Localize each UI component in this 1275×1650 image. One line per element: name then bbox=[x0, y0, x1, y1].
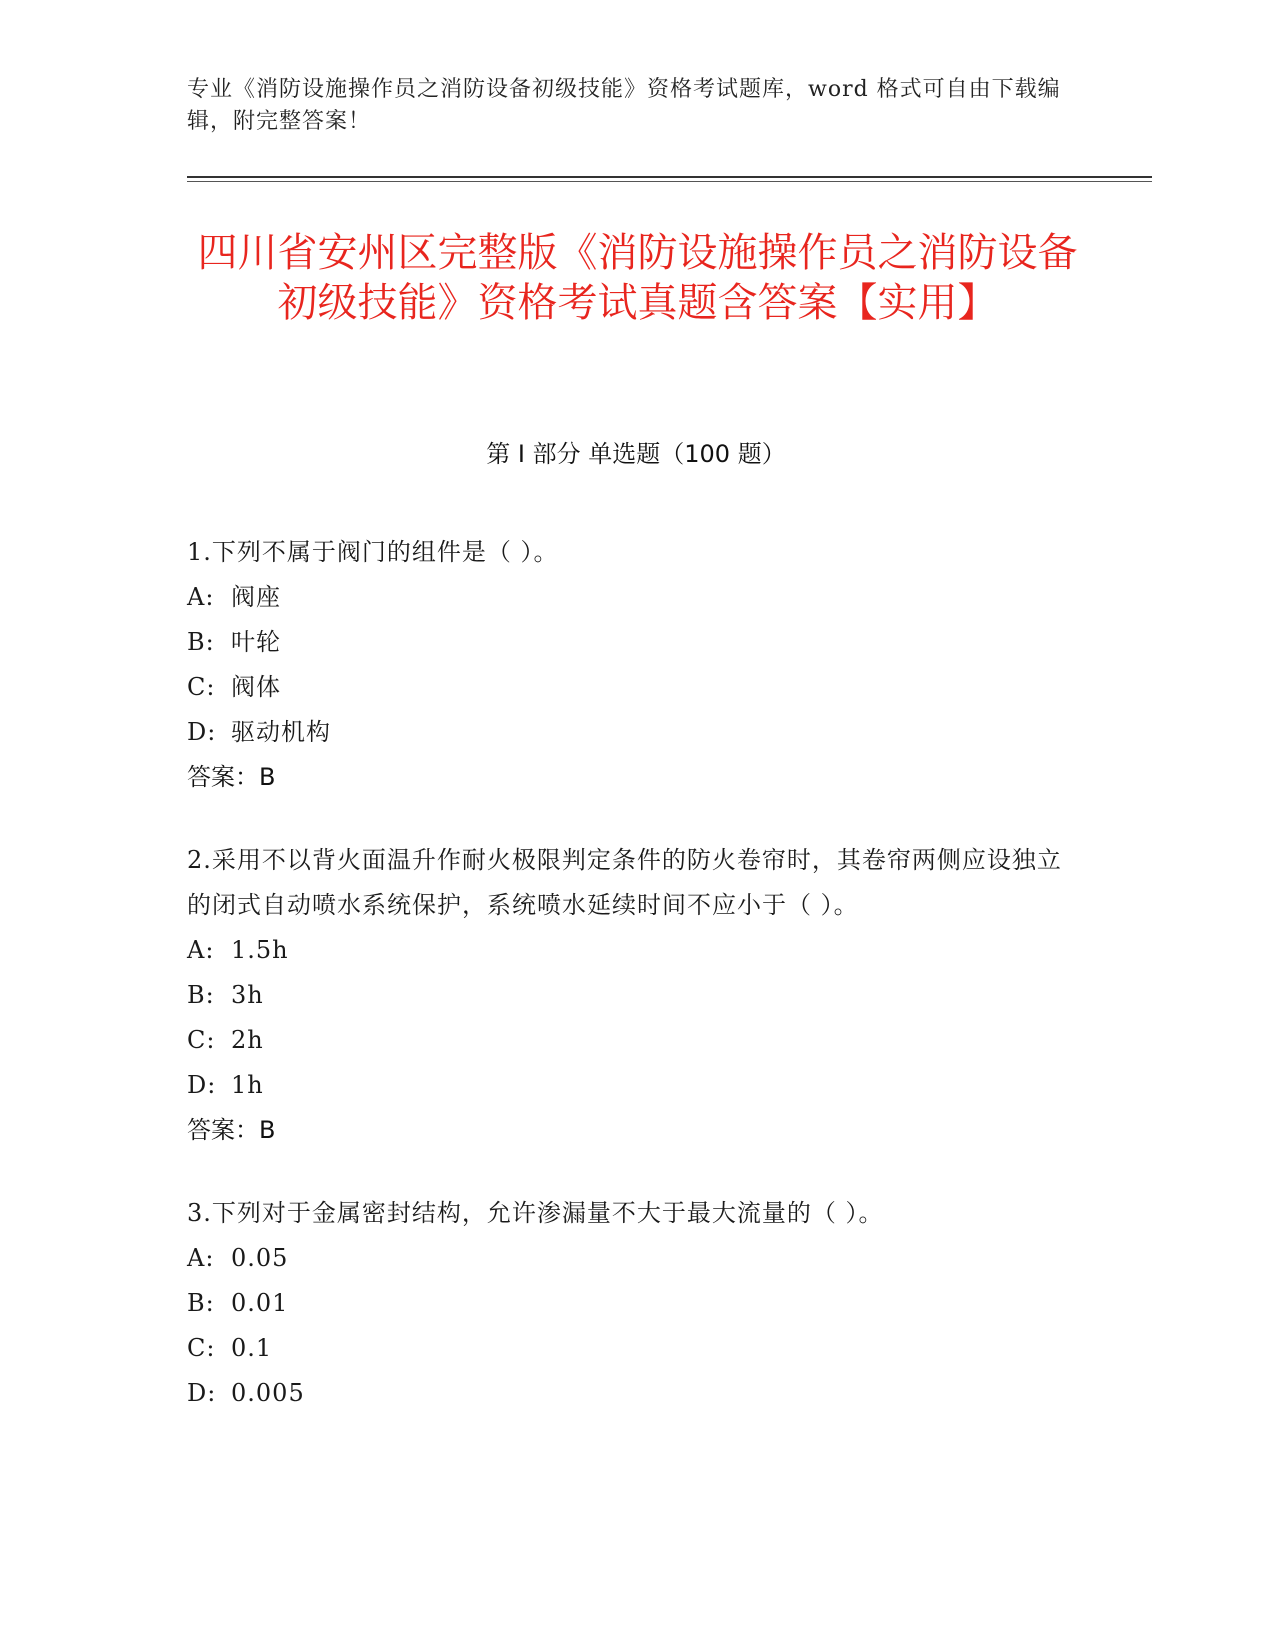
option-letter: C: bbox=[187, 673, 216, 701]
question-list bbox=[187, 530, 1067, 1454]
option-letter: B: bbox=[187, 628, 215, 656]
option-letter: A: bbox=[187, 936, 215, 964]
option-c bbox=[187, 1018, 1067, 1063]
option-letter: D: bbox=[187, 1379, 217, 1407]
option-text: 驱动机构 bbox=[231, 718, 331, 746]
option-b bbox=[187, 1281, 1067, 1326]
option-text: 0.005 bbox=[231, 1379, 305, 1407]
option-a bbox=[187, 575, 1067, 620]
option-c bbox=[187, 665, 1067, 710]
option-d bbox=[187, 1371, 1067, 1416]
option-text: 1h bbox=[231, 1071, 264, 1099]
option-text: 阀座 bbox=[231, 583, 281, 611]
option-letter: C: bbox=[187, 1026, 216, 1054]
option-letter: A: bbox=[187, 583, 215, 611]
option-letter: B: bbox=[187, 1289, 215, 1317]
answer: 答案：B bbox=[187, 763, 276, 791]
option-letter: D: bbox=[187, 718, 217, 746]
option-a bbox=[187, 928, 1067, 973]
question-3 bbox=[187, 1191, 1067, 1416]
option-a bbox=[187, 1236, 1067, 1281]
question-2 bbox=[187, 838, 1067, 1153]
question-stem: 2.采用不以背火面温升作耐火极限判定条件的防火卷帘时，其卷帘两侧应设独立的闭式自动喷水系统保护，系统喷水延续时间不应小于（ ）。 bbox=[187, 846, 1062, 919]
option-letter: D: bbox=[187, 1071, 217, 1099]
option-letter: A: bbox=[187, 1244, 215, 1272]
option-text: 0.1 bbox=[231, 1334, 273, 1362]
option-text: 1.5h bbox=[231, 936, 289, 964]
question-stem: 3.下列对于金属密封结构，允许渗漏量不大于最大流量的（ ）。 bbox=[187, 1199, 884, 1227]
option-text: 阀体 bbox=[231, 673, 281, 701]
option-b bbox=[187, 973, 1067, 1018]
option-text: 0.01 bbox=[231, 1289, 289, 1317]
question-1 bbox=[187, 530, 1067, 800]
option-text: 2h bbox=[231, 1026, 264, 1054]
option-d bbox=[187, 710, 1067, 755]
section-title: 第 I 部分 单选题（100 题） bbox=[486, 440, 786, 468]
header-divider-thin bbox=[187, 181, 1152, 182]
option-letter: B: bbox=[187, 981, 215, 1009]
header-note: 专业《消防设施操作员之消防设备初级技能》资格考试题库，word 格式可自由下载编辑，附完整答案！ bbox=[187, 77, 1061, 134]
option-c bbox=[187, 1326, 1067, 1371]
option-text: 3h bbox=[231, 981, 264, 1009]
option-text: 叶轮 bbox=[231, 628, 281, 656]
answer: 答案：B bbox=[187, 1116, 276, 1144]
option-b bbox=[187, 620, 1067, 665]
question-stem: 1.下列不属于阀门的组件是（ ）。 bbox=[187, 538, 559, 566]
option-letter: C: bbox=[187, 1334, 216, 1362]
header-divider-thick bbox=[187, 176, 1152, 178]
option-text: 0.05 bbox=[231, 1244, 289, 1272]
option-d bbox=[187, 1063, 1067, 1108]
document-title: 四川省安州区完整版《消防设施操作员之消防设备初级技能》资格考试真题含答案【实用】 bbox=[197, 230, 1078, 326]
